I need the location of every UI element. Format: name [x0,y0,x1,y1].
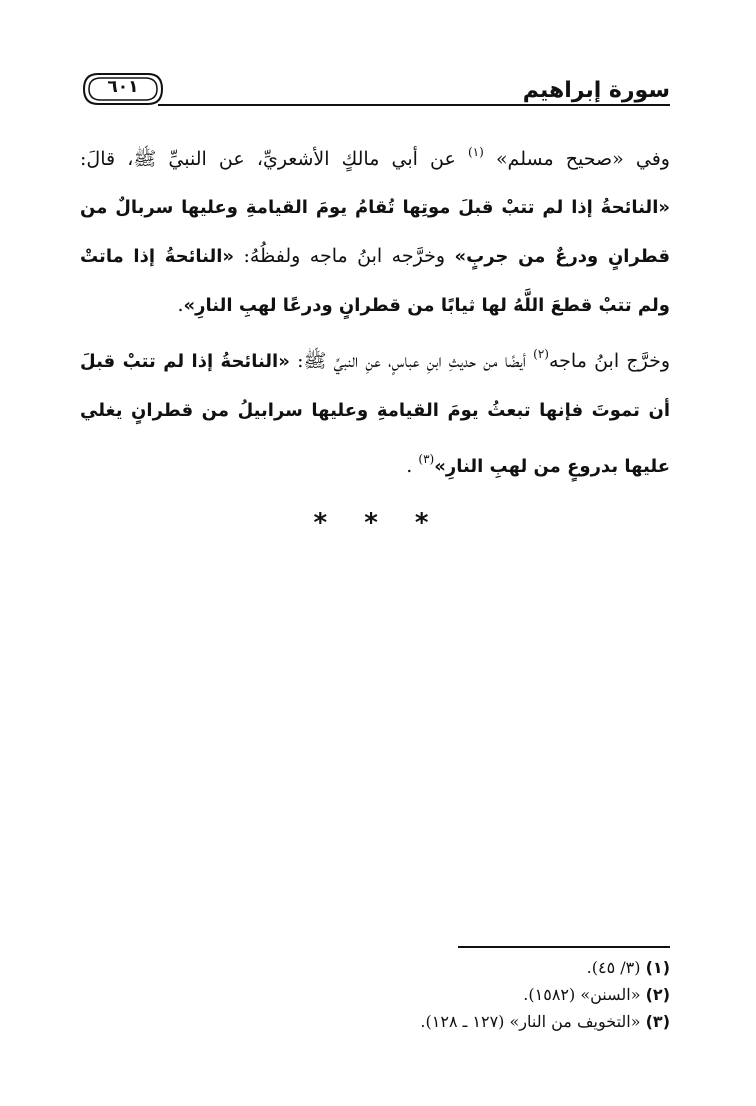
page-header [78,66,670,116]
footnote-text: «التخويف من النار» (١٢٧ ـ ١٢٨). [420,1012,641,1031]
footnote-ref-3: (٣) [418,452,435,466]
footnote-number: (٢) [645,985,670,1004]
footnote-number: (١) [645,958,670,977]
surah-title: سورة إبراهيم [522,78,670,103]
p2-end: . [406,455,413,477]
page-number: ٦٠١ [107,77,139,97]
p2-intro: وخرَّج ابنُ ماجه [548,350,670,372]
hadith-quote-3: «النائحةُ إذا لم تتبْ قبلَ أن تموتَ فإنها تبعثُ يومَ القيامةِ وعليها سرابيلُ من قطرانٍ يغلي عليها بدروعٍ من لهبِ النارِ» [80,351,670,477]
p1-text: عن أبي مالكٍ الأشعريِّ، عن النبيِّ ﷺ، قالَ: [80,148,456,170]
main-text [80,128,670,491]
footnotes [200,954,670,1035]
p2-text: أيضًا من حديثِ ابنِ عباسٍ، عنِ النبيِّ ﷺ: [297,350,526,372]
footnote-text: «السنن» (١٥٨٢). [523,985,641,1004]
page-number-badge [82,72,164,106]
footnote-2 [200,981,670,1008]
paragraph-2 [80,330,670,491]
p1-intro: وفي «صحيح مسلم» [495,148,670,170]
footnote-text: (٣/ ٤٥). [586,958,641,977]
section-separator: * * * [313,508,443,538]
footnote-divider [458,946,670,948]
hadith-quote-1: «النائحةُ إذا لم تتبْ قبلَ موتِها تُقامُ يومَ القيامةِ وعليها سربالٌ من قطرانٍ ودرعٌ من جربٍ» [80,197,670,267]
footnote-ref-1: (١) [467,145,484,159]
footnote-ref-2: (٢) [533,347,549,361]
paragraph-1 [80,128,670,330]
hadith-quote-2: «النائحةُ إذا ماتتْ ولم تتبْ قطعَ اللَّهُ لها ثيابًا من قطرانٍ ودرعًا لهبِ النارِ» [80,246,670,316]
footnote-1 [200,954,670,981]
header-divider [158,104,670,106]
footnote-3 [200,1008,670,1035]
footnote-number: (٣) [645,1012,670,1031]
p1-text-2: وخرَّجه ابنُ ماجه ولفظُهُ: [243,245,445,267]
p1-end: . [177,294,184,316]
